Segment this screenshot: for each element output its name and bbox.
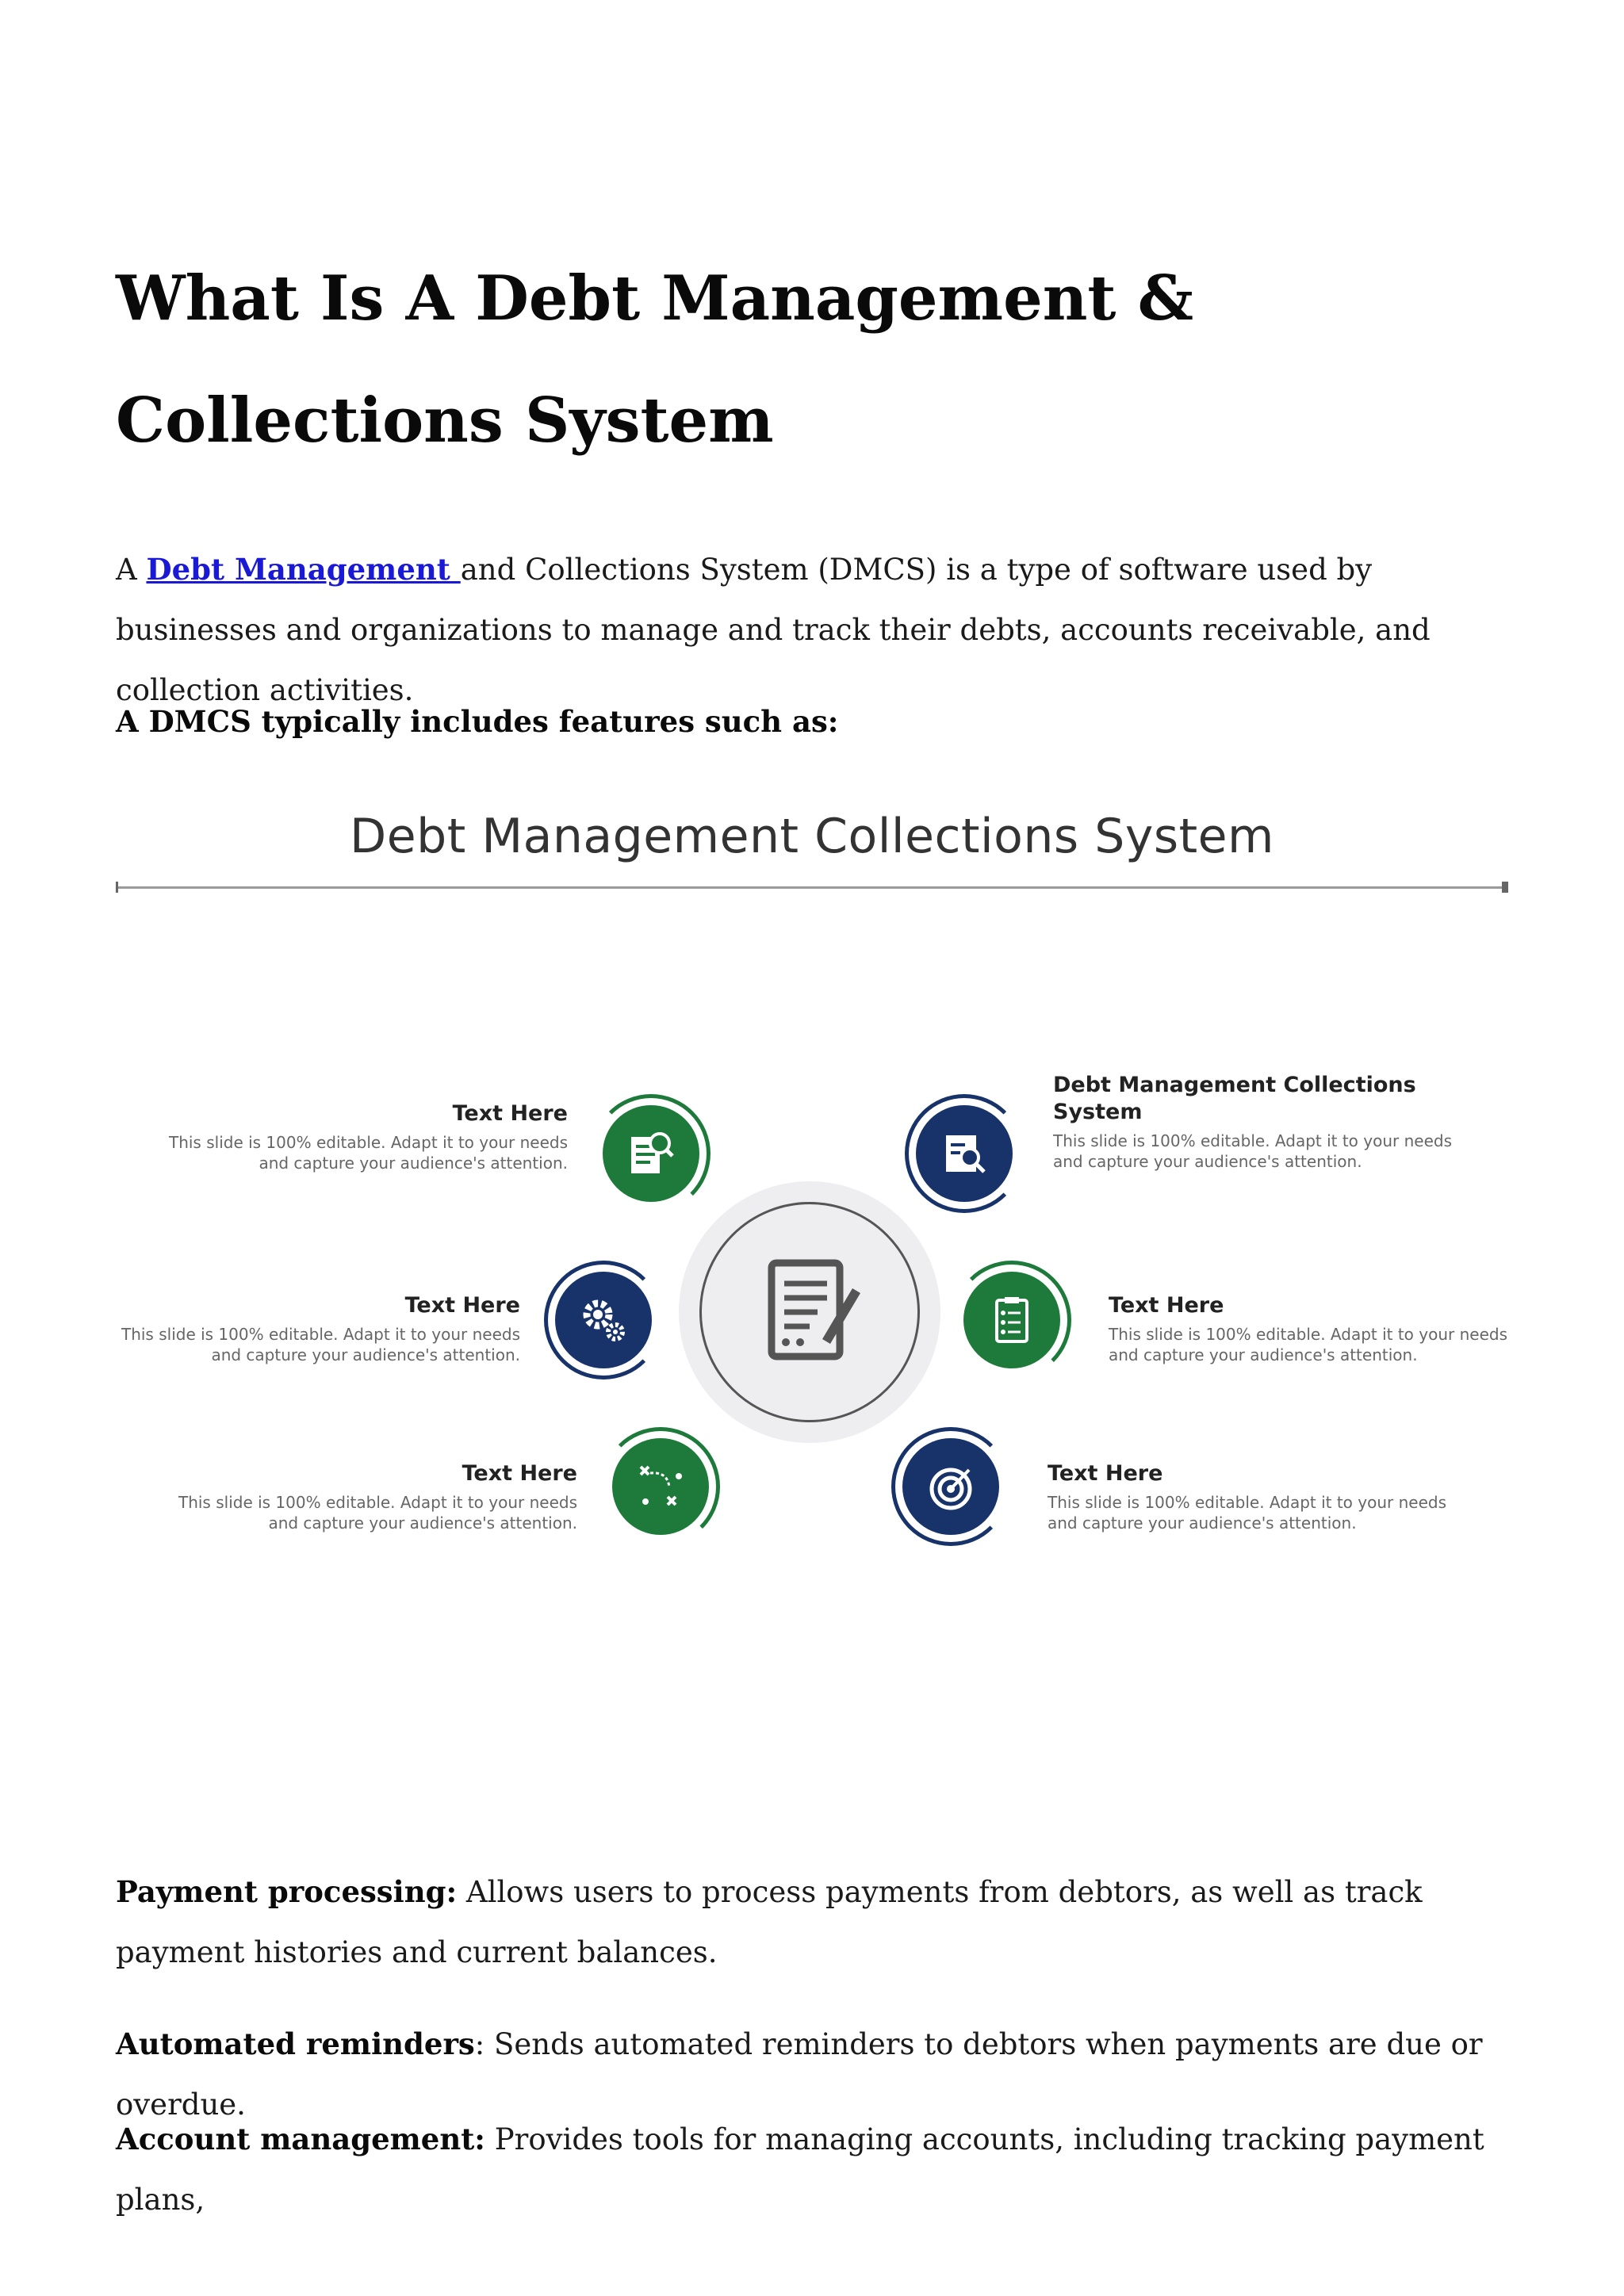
features-heading: A DMCS typically includes features such as: xyxy=(116,704,839,739)
node-description: This slide is 100% editable. Adapt it to your needs and capture your audience's attention. xyxy=(121,1325,520,1364)
node-heading: Text Here xyxy=(1109,1293,1224,1318)
node-description: This slide is 100% editable. Adapt it to your needs and capture your audience's attention. xyxy=(1053,1131,1453,1171)
debt-management-link[interactable]: Debt Management xyxy=(146,552,461,587)
node-heading: Text Here xyxy=(452,1101,568,1126)
node-text-here-3 xyxy=(952,1261,1071,1380)
strategy-play-icon xyxy=(633,1459,688,1514)
target-icon xyxy=(923,1459,979,1514)
gears-icon xyxy=(576,1292,631,1348)
node-heading: Text Here xyxy=(404,1293,520,1318)
node-description: This slide is 100% editable. Adapt it to your needs and capture your audience's attention. xyxy=(168,1133,568,1173)
report-magnify-icon xyxy=(936,1126,992,1181)
article-title: What Is A Debt Management & Collections System xyxy=(116,262,1194,457)
feature-text: : Sends automated reminders to debtors when payments are due or overdue. xyxy=(116,2027,1483,2122)
feature-text: Allows users to process payments from debtors, as well as track payment histories and current balances. xyxy=(116,1875,1423,1969)
document-search-icon xyxy=(623,1126,679,1181)
node-label-4 xyxy=(1109,1292,1537,1365)
feature-account-management xyxy=(116,2109,1535,2230)
diagram-title: Debt Management Collections System xyxy=(350,809,1274,864)
node-text-here-2 xyxy=(544,1261,663,1380)
title-divider xyxy=(116,886,1508,889)
hub-circle xyxy=(679,1181,940,1443)
node-description: This slide is 100% editable. Adapt it to your needs and capture your audience's attention. xyxy=(1109,1325,1508,1364)
node-label-3 xyxy=(116,1292,520,1365)
feature-term: Automated reminders xyxy=(116,2026,475,2061)
node-description: This slide is 100% editable. Adapt it to your needs and capture your audience's attention. xyxy=(1048,1493,1447,1533)
node-label-2 xyxy=(1053,1072,1481,1172)
node-label-6 xyxy=(1048,1460,1476,1533)
node-description: This slide is 100% editable. Adapt it to your needs and capture your audience's attention. xyxy=(178,1493,577,1533)
intro-rest: and Collections System (DMCS) is a type of software used by businesses and organizations to manage and track their debts, accounts receivable, and collection activities. xyxy=(116,553,1431,707)
document-pen-icon xyxy=(754,1257,865,1368)
node-heading: Text Here xyxy=(462,1461,577,1486)
node-heading: Debt Management Collections System xyxy=(1053,1073,1416,1124)
node-label-5 xyxy=(171,1460,577,1533)
node-text-here-1 xyxy=(592,1094,710,1213)
intro-prefix: A xyxy=(116,553,147,587)
node-text-here-4 xyxy=(601,1427,720,1546)
node-debt-management xyxy=(905,1094,1024,1213)
feature-text: Provides tools for managing accounts, including tracking payment plans, xyxy=(116,2122,1484,2217)
node-text-here-5 xyxy=(891,1427,1010,1546)
feature-payment-processing xyxy=(116,1862,1535,1983)
feature-term: Account management: xyxy=(116,2122,485,2156)
node-label-1 xyxy=(155,1100,568,1173)
node-heading: Text Here xyxy=(1048,1461,1163,1486)
dmcs-diagram xyxy=(116,793,1508,1823)
clipboard-checklist-icon xyxy=(984,1292,1040,1348)
feature-term: Payment processing: xyxy=(116,1874,458,1909)
